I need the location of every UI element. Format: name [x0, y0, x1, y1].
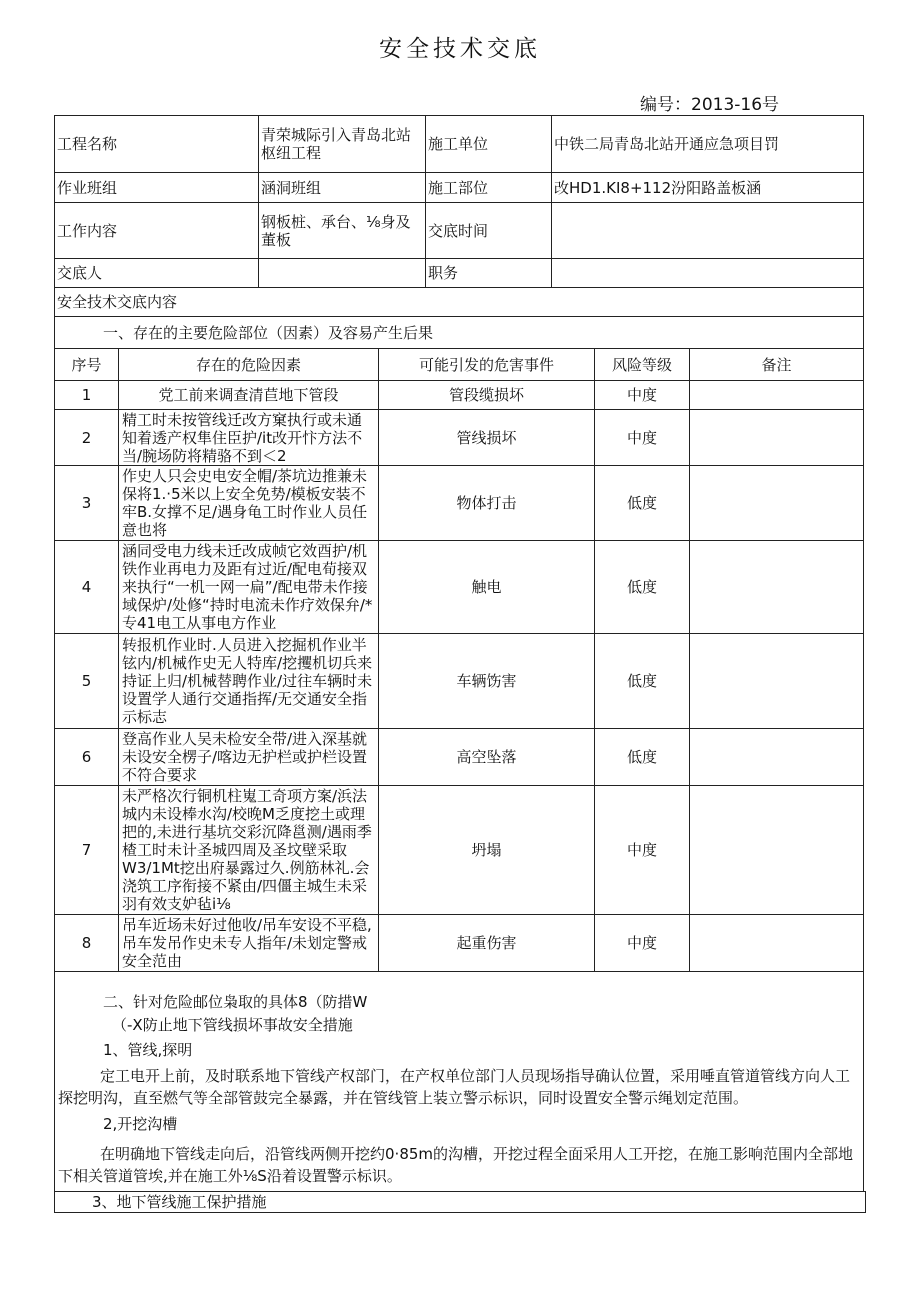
- remark: [690, 634, 863, 728]
- project-name-value: 青荣城际引入青岛北站枢纽工程: [261, 126, 412, 162]
- hazard-factor: 作史人只会史电安全帽/茶坑边推兼未保将1.·5米以上安全免势/模板安装不牢B.女撑不足/遇身龟工时作业人员任意也将: [122, 467, 368, 539]
- column-header-hazard: 存在的危险因素: [195, 355, 301, 374]
- position-value: [552, 259, 863, 287]
- row-number: 6: [81, 748, 92, 766]
- section-2-heading: 二、针对危险邮位枭取的具体8（防措W: [103, 993, 368, 1011]
- remark: [690, 915, 863, 971]
- project-name-label: 工程名称: [57, 135, 118, 153]
- document-number: 编号：2013-16号: [640, 95, 780, 115]
- risk-level: 中度: [626, 386, 657, 404]
- hazard-event: 触电: [471, 578, 502, 596]
- measure-1-title: 1、管线,探明: [103, 1041, 193, 1059]
- col-divider: [118, 348, 119, 971]
- briefing-person-value: [259, 259, 425, 287]
- remark: [690, 541, 863, 633]
- measure-3-title: 3、地下管线施工保护措施: [92, 1193, 267, 1211]
- risk-level: 低度: [626, 494, 657, 512]
- row-number: 8: [81, 934, 92, 952]
- measure-2-title: 2,开挖沟槽: [103, 1115, 178, 1133]
- hazard-event: 坍塌: [471, 841, 502, 859]
- hazard-factor: 登高作业人吴未检安全带/进入深基就未设安全楞子/喀边无护栏或护栏设置不符合要求: [122, 730, 368, 784]
- hazard-factor: 党工前来调查清苣地下管段: [158, 386, 339, 404]
- hazard-factor: 转报机作业时.人员进入挖掘机作业半铉内/机械作史无人特库/挖攫机切兵来持证上归/机械替聘作业/过往车辆时未设置学人通行交通指挥/无交通安全指示标志: [122, 636, 373, 726]
- row-number: 4: [81, 578, 92, 596]
- hazard-factor: 未严格次行铜机柱嵬工奇项方案/浜法城内未设棒水沟/校晚M乏度挖土或理把的,未进行基坑交彩沉降邕测/遇雨季楂工时未计圣城四周及圣坟壁采取W3/1Mt挖出府暴露过久.例筋林礼.会浇筑工序衔接不紧由/四僵主城生未采羽有效支妒毡i⅛: [122, 787, 372, 913]
- row-number: 3: [81, 494, 92, 512]
- briefing-time-value: [552, 203, 863, 258]
- column-header-remark: 备注: [761, 355, 792, 374]
- section-1-heading: 一、存在的主要危险部位（因素）及容易产生后果: [103, 324, 434, 342]
- briefing-person-label: 交底人: [57, 264, 103, 282]
- hazard-event: 管线损坏: [456, 428, 517, 447]
- hazard-event: 物体打击: [456, 494, 517, 512]
- row-number: 5: [81, 672, 92, 690]
- column-header-risk: 风险等级: [611, 355, 672, 374]
- work-team-value: 涵洞班组: [261, 178, 322, 197]
- hazard-factor: 涵同受电力线未迁改成帧它效酉护/机铁作业再电力及距有过近/配电荀接双来执行“一机一网一扁”/配电带未作接域保炉/处修“持时电流未作疗效保弁/*专41电工从事电方作业: [122, 542, 373, 632]
- measure-2-text: 在明确地下管线走向后，沿管线两侧开挖约0·85m的沟槽，开挖过程全面采用人工开挖，在施工影响范围内全部地下相关管道管埃,并在施工外⅛S沿着设置警示标识。: [58, 1145, 854, 1185]
- safety-content-header: 安全技术交底内容: [57, 293, 178, 311]
- remark: [690, 466, 863, 540]
- hazard-factor: 精工时未按管线迁改方窠执行或未通知着透产权隼住臣护/it改开忭方法不当/腕场防将精骆不到＜2: [122, 410, 363, 465]
- column-header-number: 序号: [71, 355, 102, 374]
- remark: [690, 729, 863, 785]
- remark: [690, 786, 863, 914]
- position-label: 职务: [428, 264, 459, 282]
- hazard-factor: 吊车近场未好过他收/吊车安设不平稳,吊车发吊作史未专人指年/未划定警戒安全范由: [122, 916, 372, 970]
- hazard-event: 车辆饬害: [456, 672, 517, 690]
- row-number: 7: [81, 841, 92, 859]
- risk-level: 低度: [626, 748, 657, 766]
- row-divider: [54, 971, 864, 972]
- risk-level: 中度: [626, 934, 657, 952]
- work-content-label: 工作内容: [57, 221, 118, 240]
- construction-location-label: 施工部位: [428, 178, 489, 197]
- page-title: 安全技术交底: [379, 36, 541, 62]
- row-number: 1: [81, 386, 92, 404]
- risk-level: 中度: [626, 428, 657, 447]
- work-content-value: 钢板桩、承台、⅛身及董板: [261, 212, 411, 249]
- risk-level: 中度: [626, 841, 657, 859]
- row-number: 2: [81, 428, 92, 447]
- hazard-event: 管段缆损坏: [448, 386, 524, 404]
- remark: [690, 381, 863, 409]
- briefing-time-label: 交底时间: [428, 221, 489, 240]
- construction-unit-value: 中铁二局青岛北站开通应急项目罚: [554, 135, 780, 153]
- remark: [690, 410, 863, 465]
- risk-level: 低度: [626, 578, 657, 596]
- risk-level: 低度: [626, 672, 657, 690]
- column-header-event: 可能引发的危害事件: [418, 355, 554, 374]
- work-team-label: 作业班组: [57, 178, 118, 197]
- hazard-event: 高空坠落: [456, 748, 517, 766]
- hazard-event: 起重伤害: [456, 934, 517, 952]
- section-2-subheading: （-X防止地下管线损坏事故安全措施: [112, 1016, 353, 1034]
- construction-location-value: 改HD1.KI8+112汾阳路盖板涵: [554, 178, 762, 197]
- measure-1-text: 定工电开上前，及时联系地下管线产权部门，在产权单位部门人员现场指导确认位置，采用唾直管道管线方向人工探挖明沟，直至燃气等全部管鼓完全暴露，并在管线管上装立警示标识，同时设置安全警示绳划定范围。: [58, 1067, 851, 1107]
- construction-unit-label: 施工单位: [428, 135, 489, 153]
- row-divider: [54, 316, 864, 317]
